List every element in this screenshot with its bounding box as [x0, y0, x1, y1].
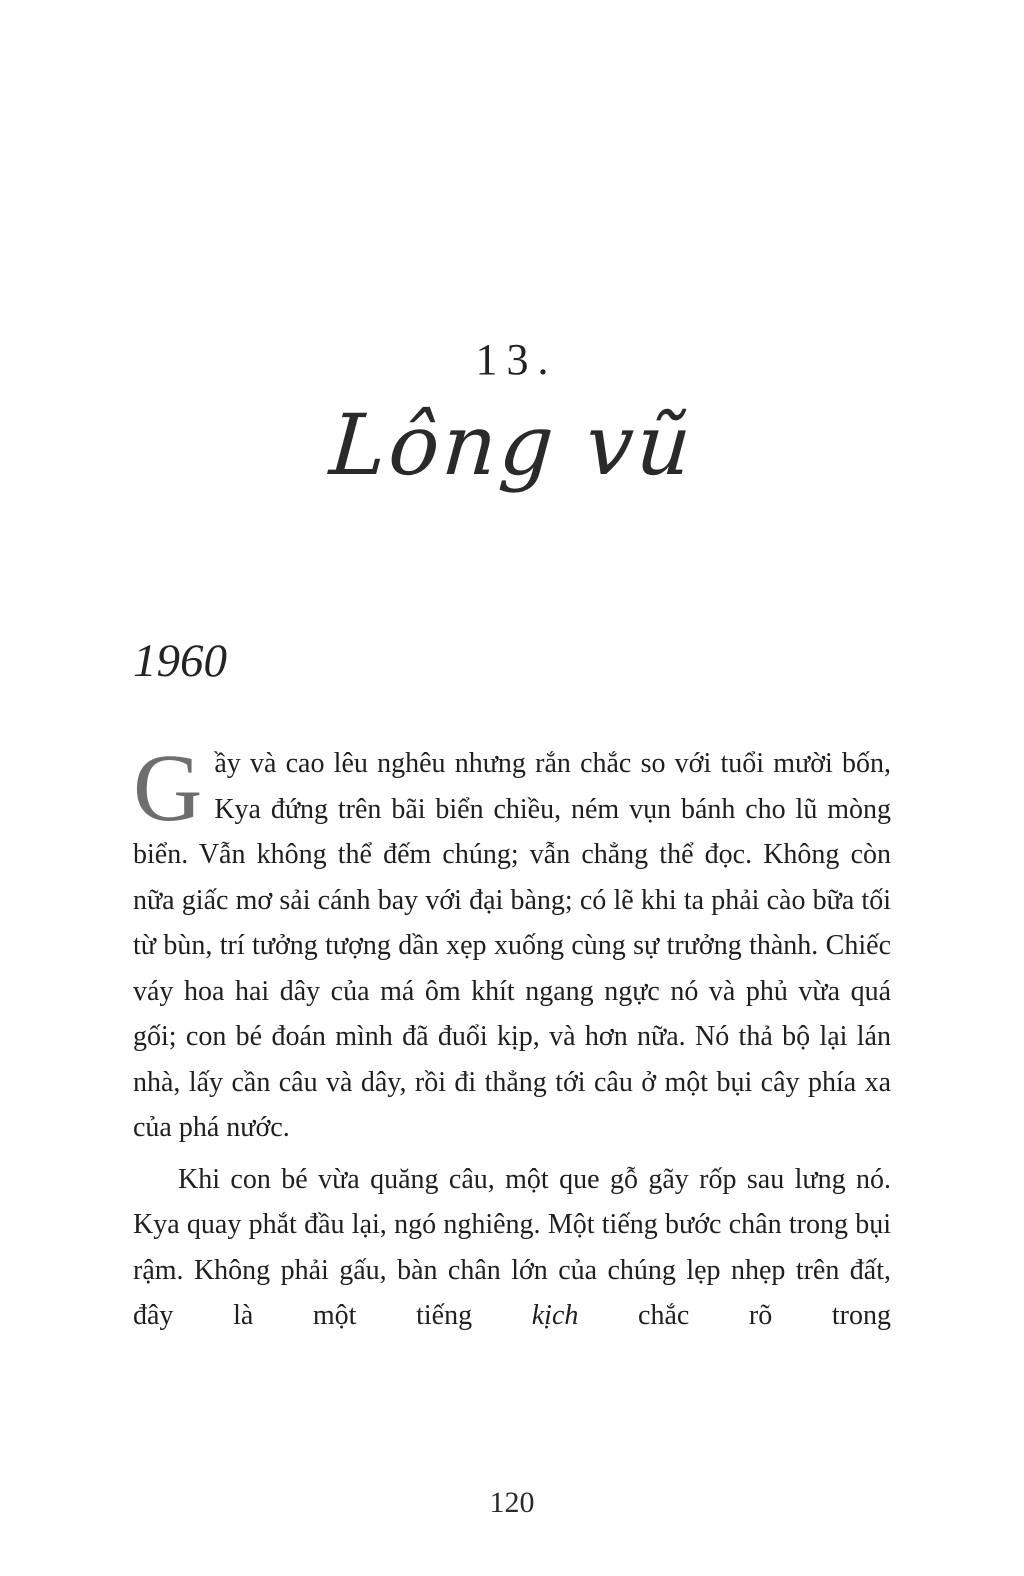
- chapter-year: 1960: [133, 635, 227, 687]
- body-text: [133, 734, 891, 1339]
- paragraph-2-text-before: Khi con bé vừa quăng câu, một que gỗ gãy rốp sau lưng nó. Kya quay phắt đầu lại, ngó nghiêng. Một tiếng bước chân trong bụi rậm. Không phải gấu, bàn chân lớn của chúng lẹp nhẹp trên đất, đây là một tiếng: [133, 1163, 891, 1331]
- page-number: 120: [489, 1486, 535, 1519]
- paragraph-1-text: ầy và cao lêu nghêu nhưng rắn chắc so với tuổi mười bốn, Kya đứng trên bãi biển chiều, ném vụn bánh cho lũ mòng biển. Vẫn không thể đếm chúng; vẫn chẳng thể đọc. Không còn nữa giấc mơ sải cánh bay với đại bàng; có lẽ khi ta phải cào bữa tối từ bùn, trí tưởng tượng dần xẹp xuống cùng sự trưởng thành. Chiếc váy hoa hai dây của má ôm khít ngang ngực nó và phủ vừa quá gối; con bé đoán mình đã đuổi kịp, và hơn nữa. Nó thả bộ lại lán nhà, lấy cần câu và dây, rồi đi thẳng tới câu ở một bụi cây phía xa của phá nước.: [133, 748, 891, 1143]
- paragraph-2-text-after: chắc rõ trong: [578, 1300, 891, 1331]
- chapter-title: Lông vũ: [326, 396, 698, 494]
- paragraph-1: [133, 734, 891, 1151]
- drop-cap: G: [133, 734, 203, 841]
- paragraph-2-italic-word: kịch: [531, 1300, 579, 1331]
- chapter-number: 13.: [475, 335, 558, 384]
- paragraph-2: [133, 1157, 891, 1339]
